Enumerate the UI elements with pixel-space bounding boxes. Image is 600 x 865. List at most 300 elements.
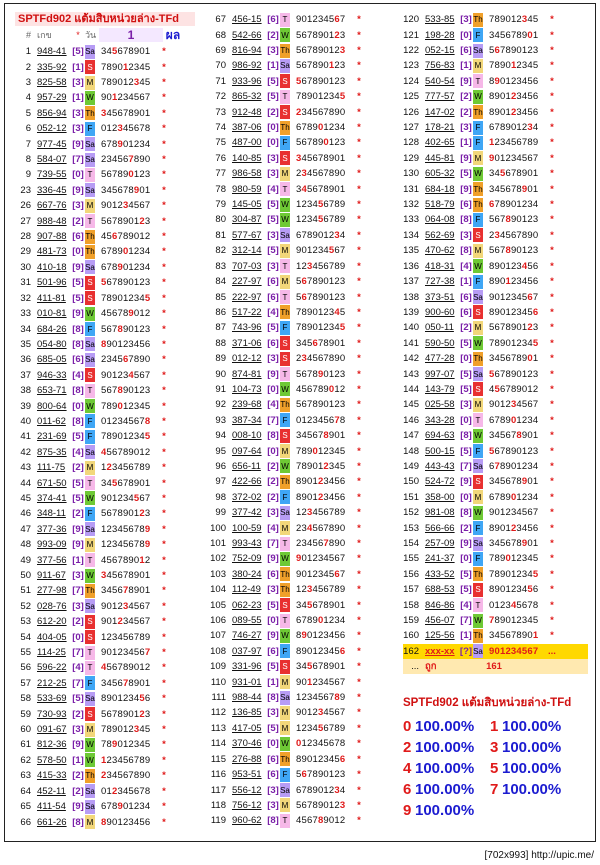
row-digit: [1] bbox=[72, 92, 84, 104]
row-number: 162 bbox=[403, 645, 419, 657]
row-code: 752-09 bbox=[232, 553, 262, 565]
table-row bbox=[210, 366, 395, 381]
row-digit: [5] bbox=[267, 91, 279, 103]
table-row bbox=[210, 413, 395, 428]
row-sequence: 901234567 bbox=[296, 245, 346, 257]
row-digit: [1] bbox=[72, 554, 84, 566]
row-sequence: 890123456 bbox=[489, 276, 539, 288]
row-day-badge: M bbox=[280, 675, 290, 689]
header-hash: # bbox=[25, 30, 31, 40]
row-mark: * bbox=[162, 261, 166, 273]
row-mark: * bbox=[550, 152, 554, 164]
credit-text: [702x993] http://upic.me/ bbox=[484, 850, 594, 861]
row-sequence: 789012345 bbox=[489, 60, 539, 72]
row-day-badge: S bbox=[280, 105, 290, 119]
row-day-badge: M bbox=[85, 461, 95, 475]
table-row bbox=[15, 583, 195, 598]
table-row bbox=[210, 151, 395, 166]
row-day-badge: Sa bbox=[85, 784, 95, 798]
row-day-badge: T bbox=[280, 290, 290, 304]
row-sequence: 789012345 bbox=[489, 14, 539, 26]
row-sequence: 567890123 bbox=[489, 45, 539, 57]
table-row bbox=[210, 397, 395, 412]
row-digit: [0] bbox=[460, 353, 472, 365]
column-2 bbox=[210, 12, 395, 829]
row-sequence: 123456789 bbox=[296, 692, 346, 704]
row-day-badge: M bbox=[280, 167, 290, 181]
row-mark: * bbox=[162, 138, 166, 150]
row-day-badge: Sa bbox=[280, 783, 290, 797]
row-day-badge: M bbox=[473, 398, 483, 412]
row-number: 58 bbox=[20, 693, 31, 705]
page-title: SPTFd902 แต้มสิบหน่วยล่าง-TFd bbox=[15, 12, 195, 26]
table-row bbox=[15, 737, 195, 752]
row-number: 77 bbox=[215, 168, 226, 180]
row-digit: [5] bbox=[267, 322, 279, 334]
row-mark: * bbox=[550, 214, 554, 226]
row-day-badge: T bbox=[280, 13, 290, 27]
row-mark: * bbox=[550, 430, 554, 442]
row-mark: * bbox=[357, 322, 361, 334]
row-digit: [3] bbox=[267, 799, 279, 811]
row-number: 153 bbox=[403, 522, 419, 534]
row-sequence: 456789012 bbox=[296, 815, 346, 827]
table-row bbox=[15, 599, 195, 614]
row-day-badge: F bbox=[473, 136, 483, 150]
row-sequence: 678901234 bbox=[489, 414, 539, 426]
row-digit: [1] bbox=[72, 754, 84, 766]
stat-row bbox=[403, 800, 577, 821]
row-digit: [6] bbox=[460, 291, 472, 303]
row-mark: * bbox=[550, 383, 554, 395]
row-number: 93 bbox=[215, 414, 226, 426]
prediction-row bbox=[403, 644, 588, 659]
row-mark: * bbox=[162, 523, 166, 535]
row-sequence: 567890123 bbox=[101, 215, 151, 227]
row-code: 727-38 bbox=[425, 276, 455, 288]
header-gap: เกข bbox=[37, 30, 52, 40]
row-mark: * bbox=[357, 491, 361, 503]
row-day-badge: F bbox=[473, 213, 483, 227]
table-row bbox=[15, 706, 195, 721]
row-mark: * bbox=[357, 199, 361, 211]
column-1 bbox=[15, 12, 195, 830]
row-digit: [5] bbox=[72, 693, 84, 705]
row-number: 29 bbox=[20, 246, 31, 258]
row-sequence: 345678901 bbox=[101, 570, 151, 582]
row-digit: [6] bbox=[267, 291, 279, 303]
row-code: 756-83 bbox=[425, 60, 455, 72]
row-code: 028-76 bbox=[37, 600, 67, 612]
row-number: 152 bbox=[403, 507, 419, 519]
row-digit: [9] bbox=[72, 801, 84, 813]
row-digit: [5] bbox=[72, 292, 84, 304]
row-digit: [5] bbox=[460, 568, 472, 580]
row-number: 65 bbox=[20, 801, 31, 813]
row-number: 60 bbox=[20, 724, 31, 736]
table-row bbox=[15, 106, 195, 121]
table-row bbox=[210, 520, 395, 535]
row-digit: [2] bbox=[460, 91, 472, 103]
row-number: 61 bbox=[20, 739, 31, 751]
row-mark: * bbox=[550, 29, 554, 41]
row-digit: [5] bbox=[460, 168, 472, 180]
row-day-badge: T bbox=[473, 74, 483, 88]
row-digit: [9] bbox=[460, 75, 472, 87]
row-number: 86 bbox=[215, 306, 226, 318]
row-digit: [8] bbox=[267, 692, 279, 704]
stat-key: 2 bbox=[403, 739, 412, 756]
row-day-badge: S bbox=[85, 615, 95, 629]
table-row bbox=[403, 43, 588, 58]
table-row bbox=[15, 491, 195, 506]
row-mark: * bbox=[357, 753, 361, 765]
table-row bbox=[403, 89, 588, 104]
row-code: 953-51 bbox=[232, 769, 262, 781]
row-code: 050-11 bbox=[425, 322, 454, 334]
row-sequence: 890123456 bbox=[296, 630, 346, 642]
row-mark: * bbox=[162, 801, 166, 813]
row-mark: * bbox=[357, 476, 361, 488]
row-number: 129 bbox=[403, 152, 419, 164]
table-row bbox=[15, 260, 195, 275]
row-code: 348-11 bbox=[37, 508, 66, 520]
row-number: 143 bbox=[403, 368, 419, 380]
table-row bbox=[403, 212, 588, 227]
row-sequence: 345678901 bbox=[101, 585, 151, 597]
row-number: 147 bbox=[403, 430, 419, 442]
row-mark: * bbox=[357, 460, 361, 472]
row-digit: [8] bbox=[72, 323, 84, 335]
row-day-badge: M bbox=[473, 321, 483, 335]
row-code: 114-25 bbox=[37, 647, 66, 659]
row-mark: * bbox=[162, 200, 166, 212]
row-mark: * bbox=[357, 152, 361, 164]
row-day-badge: S bbox=[280, 352, 290, 366]
row-number: 88 bbox=[215, 337, 226, 349]
page-frame bbox=[4, 3, 596, 842]
row-sequence: 456789012 bbox=[296, 383, 346, 395]
row-digit: [9] bbox=[460, 476, 472, 488]
row-day-badge: W bbox=[85, 91, 95, 105]
row-sequence: 123456789 bbox=[489, 137, 539, 149]
row-sequence: 345678901 bbox=[296, 599, 346, 611]
row-digit: [5] bbox=[72, 431, 84, 443]
table-row bbox=[210, 705, 395, 720]
row-sequence: 789012345 bbox=[101, 61, 151, 73]
row-sequence: 345678901 bbox=[296, 661, 346, 673]
row-sequence: 678901234 bbox=[489, 491, 539, 503]
row-number: 43 bbox=[20, 462, 31, 474]
row-sequence: 567890123 bbox=[296, 60, 346, 72]
row-mark: * bbox=[357, 692, 361, 704]
row-sequence: 901234567 bbox=[296, 553, 346, 565]
row-code: 986-58 bbox=[232, 168, 262, 180]
row-number: 94 bbox=[215, 430, 226, 442]
table-row bbox=[403, 27, 588, 42]
table-row bbox=[210, 505, 395, 520]
table-row bbox=[403, 351, 588, 366]
row-sequence: 890123456 bbox=[296, 645, 346, 657]
row-mark: * bbox=[162, 107, 166, 119]
row-code: 694-63 bbox=[425, 430, 455, 442]
row-mark: * bbox=[357, 353, 361, 365]
row-digit: [8] bbox=[460, 245, 472, 257]
row-mark: * bbox=[162, 570, 166, 582]
row-code: 411-81 bbox=[37, 292, 66, 304]
table-row bbox=[403, 320, 588, 335]
row-digit: [5] bbox=[267, 214, 279, 226]
table-row bbox=[15, 445, 195, 460]
row-mark: * bbox=[550, 91, 554, 103]
table-row bbox=[210, 305, 395, 320]
row-sequence: 345678901 bbox=[489, 183, 539, 195]
row-mark: * bbox=[162, 123, 166, 135]
row-sequence: 678901234 bbox=[296, 122, 346, 134]
row-sequence: 567890123 bbox=[296, 137, 346, 149]
row-digit: [7] bbox=[72, 154, 84, 166]
row-mark: * bbox=[162, 662, 166, 674]
row-code: 456-07 bbox=[425, 615, 455, 627]
row-day-badge: W bbox=[85, 753, 95, 767]
row-mark: * bbox=[162, 631, 166, 643]
row-sequence: 123456789 bbox=[296, 722, 346, 734]
row-day-badge: Th bbox=[85, 245, 95, 259]
row-day-badge: Sa bbox=[473, 459, 483, 473]
row-day-badge: M bbox=[85, 199, 95, 213]
row-code: 089-55 bbox=[232, 615, 262, 627]
row-day-badge: F bbox=[473, 552, 483, 566]
row-digit: [5] bbox=[267, 722, 279, 734]
table-row bbox=[210, 659, 395, 674]
row-sequence: 678901234 bbox=[489, 460, 539, 472]
table-header bbox=[15, 26, 195, 44]
row-code: 812-36 bbox=[37, 739, 67, 751]
row-code: 500-15 bbox=[425, 445, 455, 457]
stat-row bbox=[403, 779, 577, 800]
row-day-badge: M bbox=[280, 706, 290, 720]
row-code: 143-79 bbox=[425, 383, 455, 395]
table-row bbox=[210, 181, 395, 196]
stat-value: 100.00% bbox=[415, 802, 475, 819]
table-row bbox=[210, 104, 395, 119]
row-number: 108 bbox=[210, 645, 226, 657]
row-code: 100-59 bbox=[232, 522, 262, 534]
row-number: 35 bbox=[20, 338, 31, 350]
row-day-badge: T bbox=[280, 614, 290, 628]
row-number: 155 bbox=[403, 553, 419, 565]
row-sequence: 123456789 bbox=[101, 523, 151, 535]
row-day-badge: Sa bbox=[85, 522, 95, 536]
table-row bbox=[210, 474, 395, 489]
row-mark: * bbox=[357, 661, 361, 673]
row-number: 23 bbox=[20, 184, 31, 196]
row-number: 84 bbox=[215, 276, 226, 288]
row-mark: * bbox=[357, 291, 361, 303]
row-mark: * bbox=[162, 539, 166, 551]
row-digit: [9] bbox=[267, 368, 279, 380]
stat-value: 100.00% bbox=[415, 718, 475, 735]
table-row bbox=[15, 183, 195, 198]
row-code: 578-50 bbox=[37, 754, 67, 766]
row-mark: * bbox=[550, 476, 554, 488]
row-digit: [3] bbox=[460, 229, 472, 241]
row-number: 74 bbox=[215, 122, 226, 134]
row-day-badge: T bbox=[280, 814, 290, 828]
row-sequence: 012345678 bbox=[489, 599, 539, 611]
row-digit: [8] bbox=[460, 214, 472, 226]
table-row bbox=[15, 44, 195, 59]
row-sequence: 901234567 bbox=[489, 399, 539, 411]
table-row bbox=[403, 135, 588, 150]
table-row bbox=[403, 597, 588, 612]
row-mark: * bbox=[357, 507, 361, 519]
row-day-badge: Th bbox=[280, 567, 290, 581]
row-mark: * bbox=[162, 246, 166, 258]
row-mark: * bbox=[550, 260, 554, 272]
row-digit: [0] bbox=[267, 122, 279, 134]
row-digit: [3] bbox=[460, 14, 472, 26]
row-day-badge: Sa bbox=[85, 353, 95, 367]
row-sequence: 890123456 bbox=[296, 491, 346, 503]
row-sequence: 901234567 bbox=[296, 676, 346, 688]
table-row bbox=[210, 459, 395, 474]
row-code: 487-00 bbox=[232, 137, 262, 149]
row-code: 684-26 bbox=[37, 323, 67, 335]
row-day-badge: S bbox=[280, 429, 290, 443]
row-code: 993-43 bbox=[232, 538, 262, 550]
row-day-badge: F bbox=[280, 768, 290, 782]
row-mark: * bbox=[162, 477, 166, 489]
result-label: ถูก bbox=[425, 661, 437, 673]
row-mark: * bbox=[357, 553, 361, 565]
row-mark: * bbox=[357, 14, 361, 26]
row-day-badge: Th bbox=[85, 230, 95, 244]
row-sequence: 234567890 bbox=[296, 353, 346, 365]
row-sequence: 789012345 bbox=[101, 724, 151, 736]
row-digit: [6] bbox=[267, 276, 279, 288]
row-code: 125-56 bbox=[425, 630, 455, 642]
row-number: 52 bbox=[20, 600, 31, 612]
row-day-badge: Th bbox=[473, 352, 483, 366]
row-sequence: 789012345 bbox=[296, 322, 346, 334]
table-row bbox=[210, 289, 395, 304]
row-code: 566-66 bbox=[425, 522, 455, 534]
row-digit: [9] bbox=[72, 261, 84, 273]
row-number: 121 bbox=[403, 29, 419, 41]
row-digit: [4] bbox=[267, 306, 279, 318]
row-sequence: 901234567 bbox=[296, 707, 346, 719]
table-row bbox=[210, 166, 395, 181]
table-row bbox=[403, 520, 588, 535]
row-code: 222-97 bbox=[232, 291, 262, 303]
row-day-badge: S bbox=[85, 368, 95, 382]
row-sequence: 789012345 bbox=[101, 77, 151, 89]
row-mark: * bbox=[162, 647, 166, 659]
row-number: 28 bbox=[20, 231, 31, 243]
row-number: 63 bbox=[20, 770, 31, 782]
row-day-badge: M bbox=[85, 538, 95, 552]
row-digit: [3] bbox=[267, 152, 279, 164]
table-row bbox=[210, 736, 395, 751]
row-day-badge: F bbox=[280, 413, 290, 427]
row-number: 137 bbox=[403, 276, 419, 288]
row-sequence: 123456789 bbox=[101, 462, 151, 474]
column-3 bbox=[403, 12, 588, 674]
table-row bbox=[15, 90, 195, 105]
row-code: 417-05 bbox=[232, 722, 262, 734]
row-number: 105 bbox=[210, 599, 226, 611]
row-mark: * bbox=[357, 337, 361, 349]
row-code: 739-55 bbox=[37, 169, 67, 181]
row-code: 443-43 bbox=[425, 460, 455, 472]
row-mark: * bbox=[357, 106, 361, 118]
row-mark: * bbox=[357, 584, 361, 596]
row-mark: * bbox=[162, 446, 166, 458]
row-mark: * bbox=[550, 106, 554, 118]
row-number: 156 bbox=[403, 568, 419, 580]
row-day-badge: W bbox=[280, 198, 290, 212]
row-code: 980-59 bbox=[232, 183, 262, 195]
table-row bbox=[403, 228, 588, 243]
row-digit: [5] bbox=[267, 245, 279, 257]
row-day-badge: F bbox=[85, 676, 95, 690]
row-code: 671-50 bbox=[37, 477, 67, 489]
row-mark: * bbox=[550, 306, 554, 318]
row-sequence: 678901234 bbox=[101, 801, 151, 813]
row-digit: [0] bbox=[460, 414, 472, 426]
row-day-badge: M bbox=[280, 444, 290, 458]
row-digit: [6] bbox=[72, 354, 84, 366]
row-sequence: 567890123 bbox=[489, 245, 539, 257]
table-row bbox=[15, 429, 195, 444]
row-digit: [9] bbox=[72, 539, 84, 551]
row-digit: [3] bbox=[267, 260, 279, 272]
row-digit: [4] bbox=[72, 662, 84, 674]
row-digit: [2] bbox=[267, 460, 279, 472]
row-code: 037-97 bbox=[232, 645, 262, 657]
row-number: 92 bbox=[215, 399, 226, 411]
table-row bbox=[15, 784, 195, 799]
row-sequence: 234567890 bbox=[101, 354, 151, 366]
table-row bbox=[403, 120, 588, 135]
row-code: 343-28 bbox=[425, 414, 455, 426]
row-day-badge: T bbox=[280, 367, 290, 381]
row-code: 874-81 bbox=[232, 368, 262, 380]
row-day-badge: T bbox=[85, 476, 95, 490]
table-row bbox=[210, 613, 395, 628]
row-code: 370-46 bbox=[232, 738, 262, 750]
row-mark: * bbox=[162, 708, 166, 720]
row-digit: [1] bbox=[460, 276, 472, 288]
row-sequence: 345678901 bbox=[101, 107, 151, 119]
row-day-badge: S bbox=[85, 707, 95, 721]
row-digit: [3] bbox=[267, 507, 279, 519]
header-one: 1 bbox=[99, 28, 163, 42]
table-row bbox=[403, 490, 588, 505]
row-day-badge: S bbox=[85, 630, 95, 644]
row-day-badge: M bbox=[473, 244, 483, 258]
row-sequence: 890123456 bbox=[101, 693, 151, 705]
row-mark: * bbox=[357, 91, 361, 103]
row-day-badge: Th bbox=[473, 13, 483, 27]
row-code: 911-67 bbox=[37, 570, 66, 582]
table-row bbox=[403, 474, 588, 489]
row-digit: [6] bbox=[267, 14, 279, 26]
row-mark: * bbox=[357, 738, 361, 750]
table-row bbox=[403, 58, 588, 73]
row-sequence: 901234567 bbox=[489, 152, 539, 164]
